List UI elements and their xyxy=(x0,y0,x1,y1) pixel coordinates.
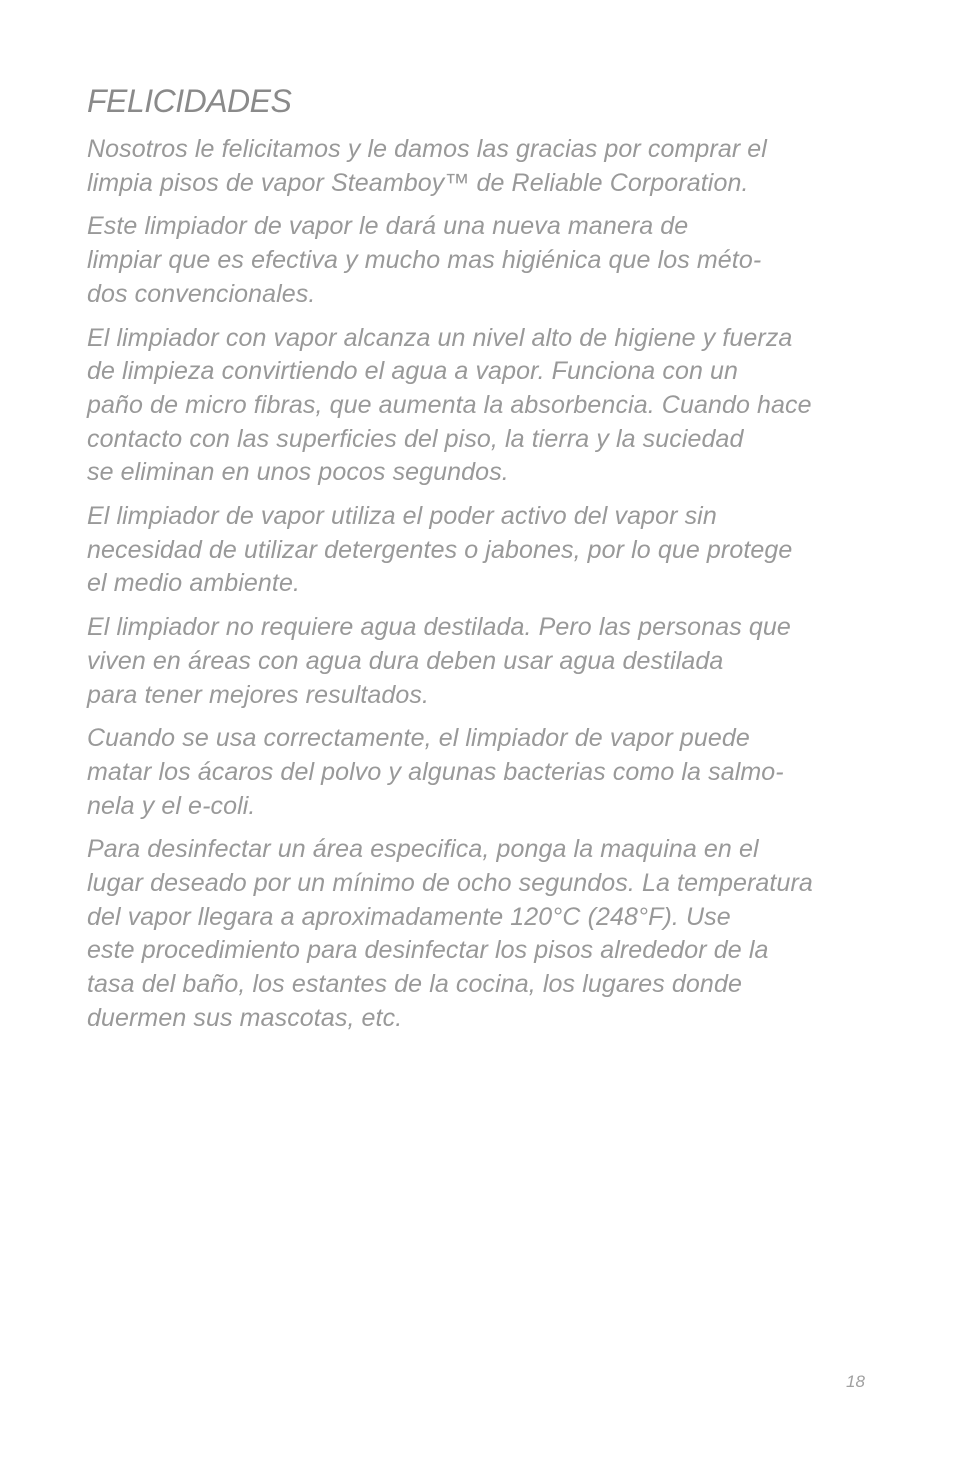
paragraph xyxy=(87,833,887,1035)
document-page xyxy=(87,82,887,1046)
text-line: dos convencionales. xyxy=(87,279,316,308)
text-line: El limpiador con vapor alcanza un nivel alto de higiene y fuerza xyxy=(87,323,793,352)
text-line: duermen sus mascotas, etc. xyxy=(87,1003,403,1032)
text-line: nela y el e-coli. xyxy=(87,791,256,820)
text-line: de limpieza convirtiendo el agua a vapor. Funciona con un xyxy=(87,357,739,386)
text-line: para tener mejores resultados. xyxy=(87,680,430,709)
paragraph xyxy=(87,210,887,311)
text-line: paño de micro fibras, que aumenta la absorbencia. Cuando hace xyxy=(87,390,812,419)
text-line: Nosotros le felicitamos y le damos las gracias por comprar el xyxy=(87,135,767,163)
page-title: FELICIDADES xyxy=(87,83,292,119)
text-line: El limpiador de vapor utiliza el poder activo del vapor sin xyxy=(87,502,717,531)
text-line: El limpiador no requiere agua destilada. Pero las personas que xyxy=(87,613,791,642)
text-line: tasa del baño, los estantes de la cocina, los lugares donde xyxy=(87,970,742,999)
paragraph xyxy=(87,133,887,200)
text-line: del vapor llegara a aproximadamente 120°C (248°F). Use xyxy=(87,902,731,931)
text-line: limpiar que es efectiva y mucho mas higiénica que los méto- xyxy=(87,246,762,275)
text-line: necesidad de utilizar detergentes o jabones, por lo que protege xyxy=(87,535,793,564)
paragraph xyxy=(87,722,887,823)
text-line: se eliminan en unos pocos segundos. xyxy=(87,458,509,487)
paragraph xyxy=(87,611,887,712)
paragraph xyxy=(87,500,887,601)
text-line: viven en áreas con agua dura deben usar agua destilada xyxy=(87,646,724,675)
body-text xyxy=(87,133,887,1036)
text-line: matar los ácaros del polvo y algunas bacterias como la salmo- xyxy=(87,757,784,786)
text-line: el medio ambiente. xyxy=(87,569,301,598)
text-line: Este limpiador de vapor le dará una nueva manera de xyxy=(87,212,689,241)
text-line: limpia pisos de vapor Steamboy™ de Reliable Corporation. xyxy=(87,168,749,197)
text-line: lugar deseado por un mínimo de ocho segundos. La temperatura xyxy=(87,869,813,898)
paragraph xyxy=(87,322,887,491)
text-line: Cuando se usa correctamente, el limpiador de vapor puede xyxy=(87,724,750,753)
page-number: 18 xyxy=(846,1372,865,1391)
text-line: Para desinfectar un área especifica, ponga la maquina en el xyxy=(87,835,759,864)
text-line: este procedimiento para desinfectar los pisos alrededor de la xyxy=(87,936,769,965)
text-line: contacto con las superficies del piso, la tierra y la suciedad xyxy=(87,424,744,453)
